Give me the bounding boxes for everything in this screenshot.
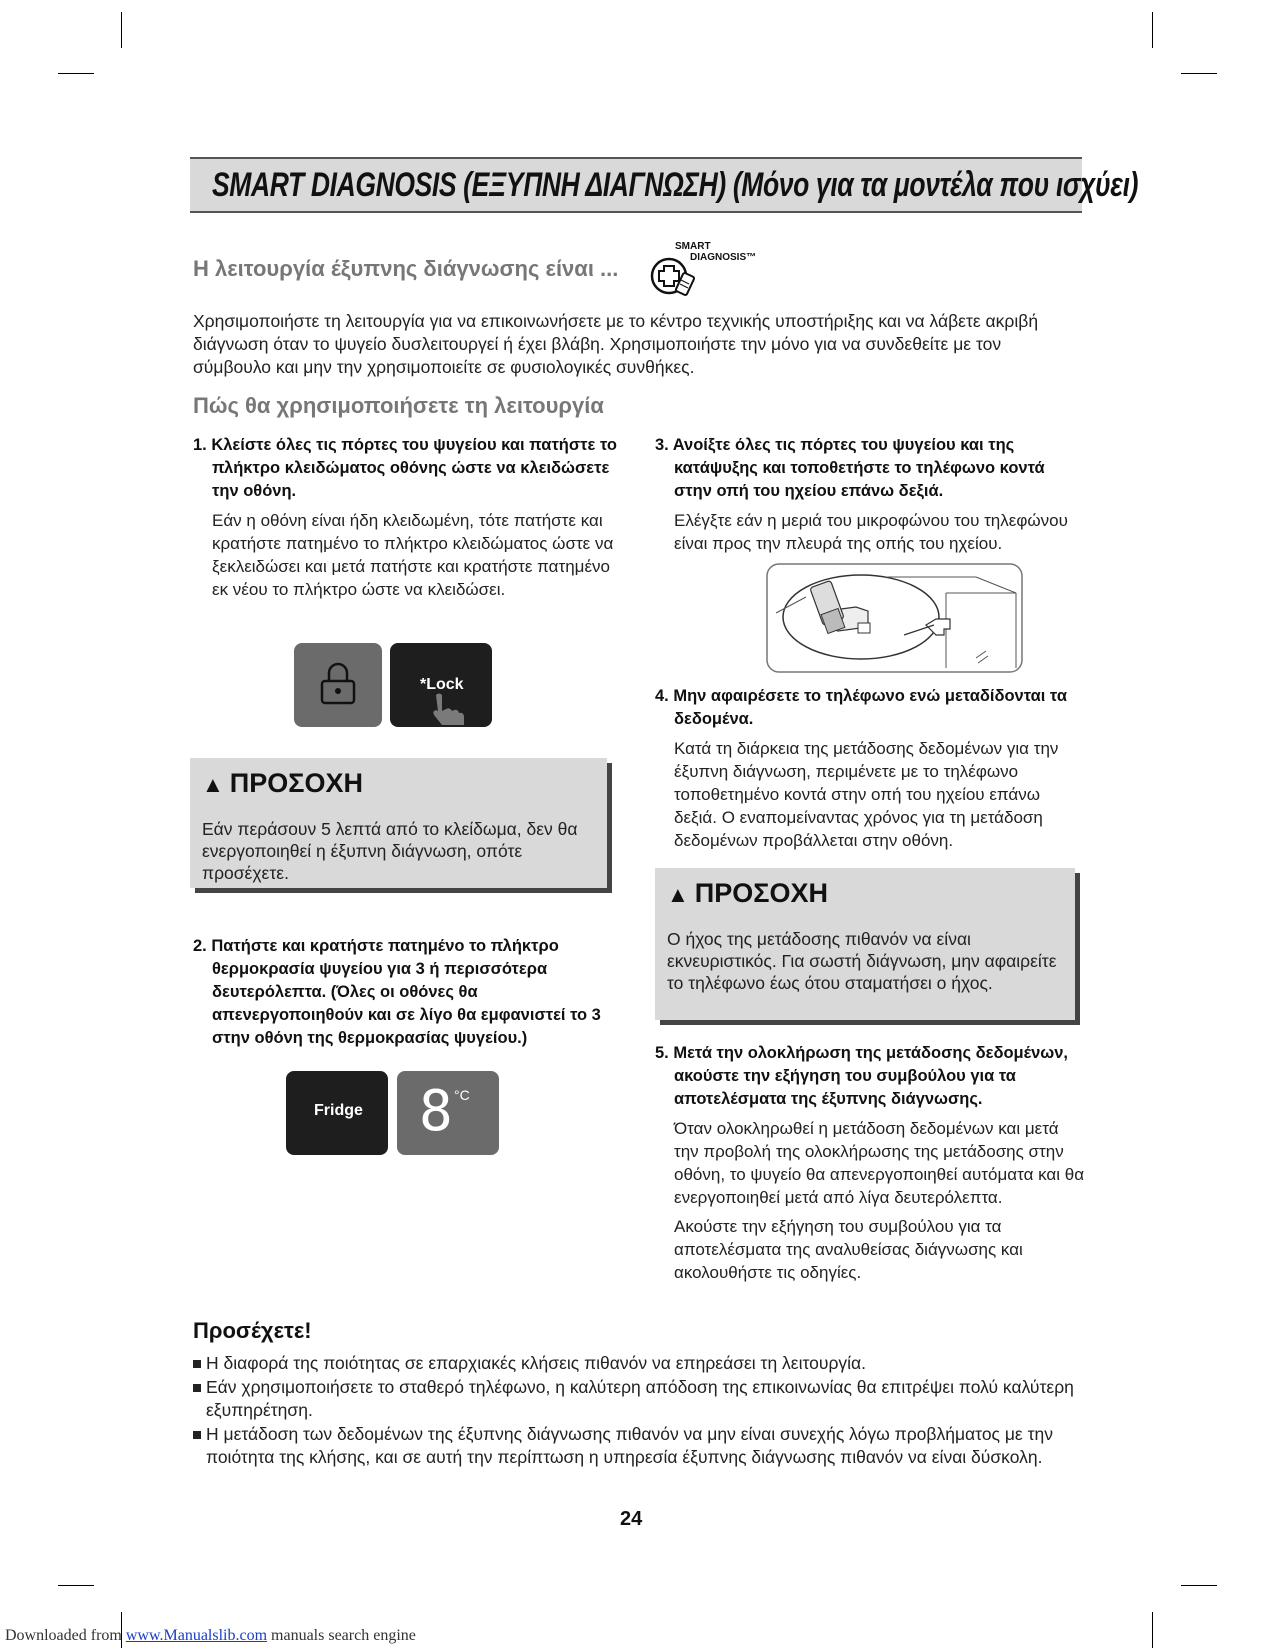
bullet-square-icon: [193, 1384, 201, 1392]
phone-placement-illustration: [766, 563, 1024, 675]
list-item: Εάν χρησιμοποιήσετε το σταθερό τηλέφωνο, η καλύτερη απόδοση της επικοινωνίας θα επιτρέψει πολύ καλύτερη εξυπηρέτηση.: [193, 1376, 1083, 1422]
step-3-body: Ελέγξτε εάν η μεριά του μικροφώνου του τηλεφώνου είναι προς την πλευρά της οπής του ηχείου.: [674, 511, 1068, 553]
temp-unit: °C: [454, 1087, 470, 1103]
lock-key-label: *Lock: [420, 676, 464, 693]
screen-lock-key: [294, 643, 382, 727]
caution-1-title: ΠΡΟΣΟΧΗ: [229, 768, 364, 798]
step-5-body-2: Ακούστε την εξήγηση του συμβούλου για τα αποτελέσματα της αναλυθείσας διάγνωσης και ακολουθήστε τις οδηγίες.: [674, 1217, 1023, 1282]
step-5: [655, 1042, 1085, 1290]
step-2: [193, 935, 618, 1050]
warning-icon: ▲: [667, 882, 689, 907]
fridge-temp-key: [286, 1071, 388, 1155]
intro-paragraph: Χρησιμοποιήστε τη λειτουργία για να επικοινωνήσετε με το κέντρο τεχνικής υποστήριξης και να λάβετε ακριβή διάγνωση όταν το ψυγείο δυσλειτουργεί ή έχει βλάβη. Χρησιμοποιήστε την μόνο για να συνδεθείτε με τον σύμβουλο και μην την χρησιμοποιείτε σε φυσιολογικές συνθήκες.: [193, 311, 1039, 377]
step-5-body: Όταν ολοκληρωθεί η μετάδοση δεδομένων και μετά την προβολή της ολοκλήρωσης της μετάδοσης στην οθόνη, το ψυγείο θα απενεργοποιηθεί αυτόματα και θα ενεργοποιηθεί μετά από λίγα δευτερόλεπτα.: [674, 1119, 1085, 1207]
crop-mark: [1152, 1612, 1153, 1648]
footer-link[interactable]: www.Manualslib.com: [125, 1627, 268, 1644]
step-1-body: Εάν η οθόνη είναι ήδη κλειδωμένη, τότε πατήστε και κρατήστε πατημένο το πλήκτρο κλειδώματος ώστε να ξεκλειδώσει και μετά πατήστε και κρατήστε πατημένο εκ νέου το πλήκτρο ώστε να κλειδώσει.: [212, 511, 614, 599]
caution-2-text: Ο ήχος της μετάδοσης πιθανόν να είναι εκνευριστικός. Για σωστή διάγνωση, μην αφαιρείτε το τηλέφωνο έως ότου σταματήσει ο ήχος.: [667, 929, 1057, 993]
step-1: [193, 434, 618, 601]
list-item: Η μετάδοση των δεδομένων της έξυπνης διάγνωσης πιθανόν να μην είναι συνεχής λόγω προβλήματος με την ποιότητα της κλήσης, και σε αυτή την περίπτωση η υπηρεσία έξυπνης διάγνωσης πιθανόν να είναι δύσκολη.: [193, 1423, 1083, 1469]
step-1-heading: 1. Κλείστε όλες τις πόρτες του ψυγείου και πατήστε το πλήκτρο κλειδώματος οθόνης ώστε να κλειδώσετε την οθόνη.: [193, 436, 617, 500]
crop-mark: [58, 73, 94, 74]
footer: [5, 1627, 416, 1645]
step-3: [655, 434, 1085, 555]
caution-box-2: [655, 868, 1075, 1020]
careful-heading: Προσέχετε!: [193, 1318, 312, 1343]
crop-mark: [1152, 12, 1153, 48]
step-4: [655, 685, 1085, 852]
bullet-square-icon: [193, 1431, 201, 1439]
section-heading-what-is: Η λειτουργία έξυπνης διάγνωσης είναι ...: [193, 256, 619, 281]
caution-box-1: [190, 758, 607, 888]
step-5-heading: 5. Μετά την ολοκλήρωση της μετάδοσης δεδομένων, ακούστε την εξήγηση του συμβούλου για τα αποτελέσματα της έξυπνης διάγνωσης.: [655, 1044, 1068, 1108]
page-title: SMART DIAGNOSIS (ΕΞΥΠΝΗ ΔΙΑΓΝΩΣΗ) (Μόνο για τα μοντέλα που ισχύει): [212, 166, 1139, 204]
finger-press-icon: [428, 691, 468, 727]
lock-key: [390, 643, 492, 727]
crop-mark: [1181, 1585, 1217, 1586]
fridge-temp-display: [397, 1071, 499, 1155]
fridge-key-label: Fridge: [314, 1102, 363, 1119]
crop-mark: [58, 1585, 94, 1586]
smart-diagnosis-logo: [645, 240, 775, 300]
temp-digit: 8: [419, 1079, 451, 1144]
page-number: 24: [620, 1508, 643, 1530]
caution-2-title: ΠΡΟΣΟΧΗ: [694, 878, 829, 908]
step-2-heading: 2. Πατήστε και κρατήστε πατημένο το πλήκτρο θερμοκρασία ψυγείου για 3 ή περισσότερα δευτερόλεπτα. (Όλες οι οθόνες θα απενεργοποιηθούν και σε λίγο θα εμφανιστεί το 3 στην οθόνη της θερμοκρασίας ψυγείου.): [193, 937, 601, 1047]
footer-suffix: manuals search engine: [267, 1627, 416, 1644]
careful-list: [193, 1352, 1083, 1470]
list-item: Η διαφορά της ποιότητας σε επαρχιακές κλήσεις πιθανόν να επηρεάσει τη λειτουργία.: [193, 1352, 1083, 1375]
logo-text-smart: SMART: [675, 241, 711, 252]
logo-text-diagnosis: DIAGNOSIS™: [690, 252, 757, 263]
crop-mark: [1181, 73, 1217, 74]
title-bar: [190, 157, 1139, 213]
warning-icon: ▲: [202, 772, 224, 797]
footer-prefix: Downloaded from: [5, 1627, 126, 1644]
step-4-body: Κατά τη διάρκεια της μετάδοσης δεδομένων για την έξυπνη διάγνωση, περιμένετε με το τηλέφωνο τοποθετημένο κοντά στην οπή του ηχείου επάνω δεξιά. Ο εναπομείναντας χρόνος για τη μετάδοση δεδομένων προβάλλεται στην οθόνη.: [674, 739, 1059, 850]
padlock-icon: [318, 661, 358, 705]
section-heading-how-to-use: Πώς θα χρησιμοποιήσετε τη λειτουργία: [193, 393, 604, 418]
caution-1-text: Εάν περάσουν 5 λεπτά από το κλείδωμα, δεν θα ενεργοποιηθεί η έξυπνη διάγνωση, οπότε προσέχετε.: [202, 819, 578, 883]
bullet-square-icon: [193, 1360, 201, 1368]
crop-mark: [121, 12, 122, 48]
step-3-heading: 3. Ανοίξτε όλες τις πόρτες του ψυγείου και της κατάψυξης και τοποθετήστε το τηλέφωνο κοντά στην οπή του ηχείου επάνω δεξιά.: [655, 436, 1045, 500]
step-4-heading: 4. Μην αφαιρέσετε το τηλέφωνο ενώ μεταδίδονται τα δεδομένα.: [655, 687, 1067, 728]
